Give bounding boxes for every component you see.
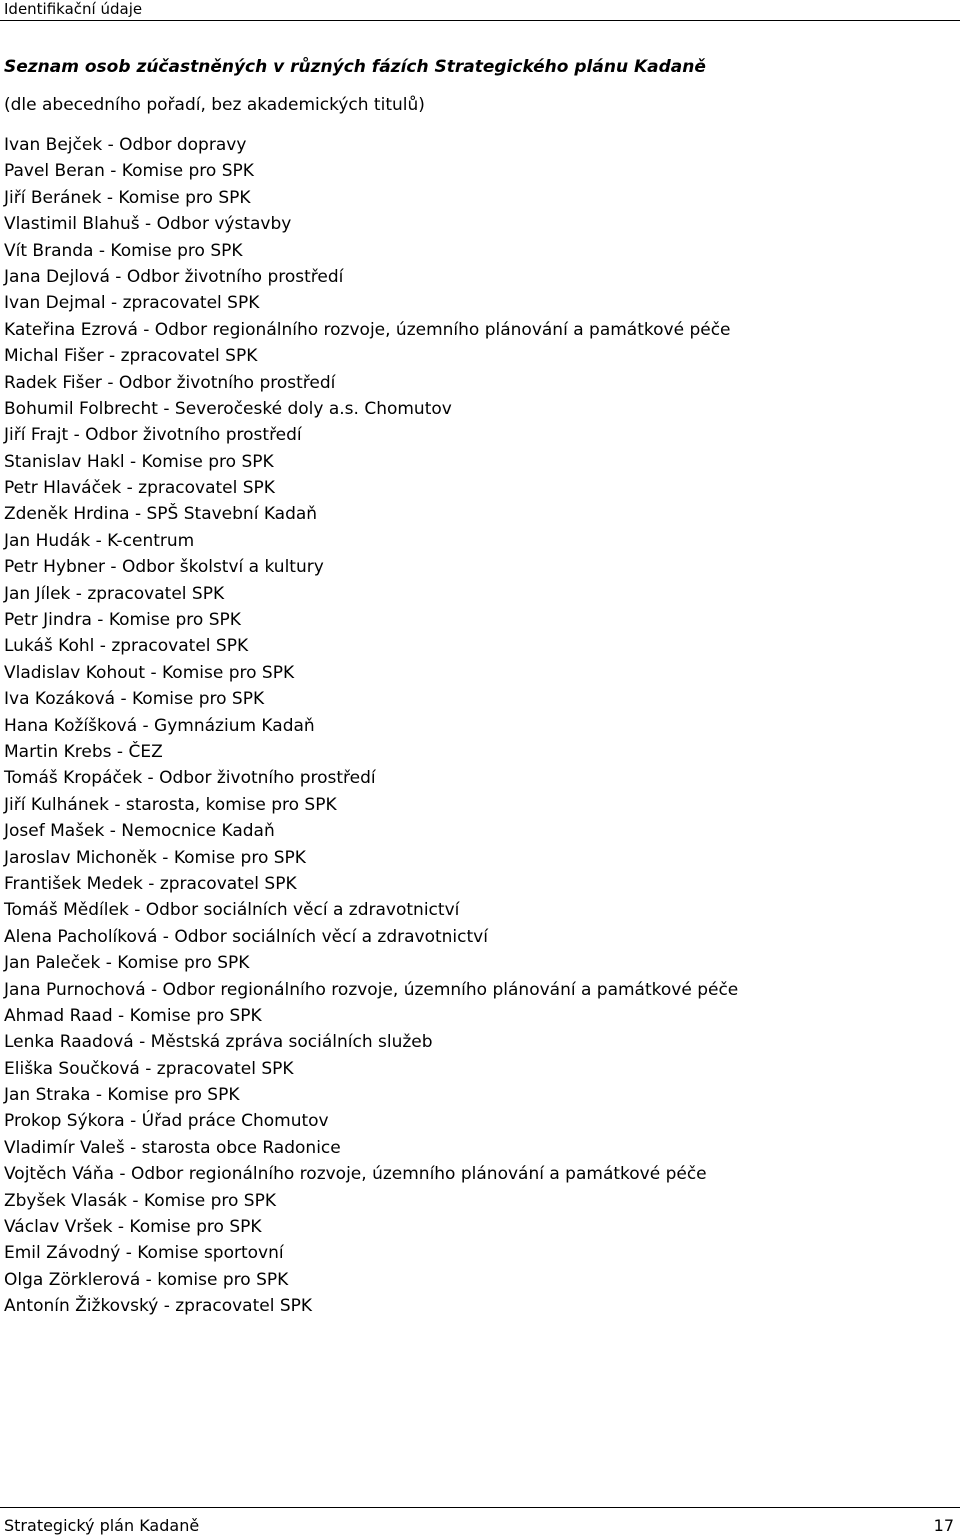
list-item: Hana Kožíšková - Gymnázium Kadaň — [4, 715, 315, 736]
list-item: Vladimír Valeš - starosta obce Radonice — [4, 1137, 341, 1158]
list-item: Petr Hlaváček - zpracovatel SPK — [4, 478, 275, 499]
list-item: Jan Jílek - zpracovatel SPK — [4, 583, 225, 604]
list-item: Jiří Kulhánek - starosta, komise pro SPK — [4, 794, 337, 815]
list-item: Josef Mašek - Nemocnice Kadaň — [4, 821, 275, 842]
list-item: Prokop Sýkora - Úřad práce Chomutov — [4, 1111, 329, 1132]
list-item: Radek Fišer - Odbor životního prostředí — [4, 372, 336, 393]
list-item: Lukáš Kohl - zpracovatel SPK — [4, 636, 249, 657]
list-item: Tomáš Mědílek - Odbor sociálních věcí a zdravotnictví — [4, 900, 460, 921]
list-item: Vojtěch Váňa - Odbor regionálního rozvoje, územního plánování a památkové péče — [4, 1164, 707, 1185]
footer-page-number: 17 — [933, 1516, 954, 1535]
header-section-title: Identifikační údaje — [4, 0, 143, 18]
list-item: Iva Kozáková - Komise pro SPK — [4, 689, 265, 710]
list-item: Olga Zörklerová - komise pro SPK — [4, 1269, 289, 1290]
list-item: Václav Vršek - Komise pro SPK — [4, 1217, 262, 1238]
document-subtitle: (dle abecedního pořadí, bez akademických titulů) — [4, 95, 425, 115]
list-item: Eliška Součková - zpracovatel SPK — [4, 1058, 294, 1079]
list-item: Petr Jindra - Komise pro SPK — [4, 610, 241, 631]
list-item: Vlastimil Blahuš - Odbor výstavby — [4, 214, 292, 235]
participant-list — [4, 132, 738, 1320]
list-item: Jan Straka - Komise pro SPK — [4, 1085, 240, 1106]
list-item: Michal Fišer - zpracovatel SPK — [4, 346, 258, 367]
list-item: Vladislav Kohout - Komise pro SPK — [4, 662, 295, 683]
list-item: Alena Pacholíková - Odbor sociálních věcí a zdravotnictví — [4, 926, 488, 947]
document-title: Seznam osob zúčastněných v různých fázích Strategického plánu Kadaně — [4, 57, 706, 77]
list-item: Pavel Beran - Komise pro SPK — [4, 161, 254, 182]
list-item: Zdeněk Hrdina - SPŠ Stavební Kadaň — [4, 504, 318, 525]
list-item: Jana Dejlová - Odbor životního prostředí — [4, 266, 344, 287]
list-item: Emil Závodný - Komise sportovní — [4, 1243, 284, 1264]
list-item: Lenka Raadová - Městská zpráva sociálních služeb — [4, 1032, 433, 1053]
list-item: Jaroslav Michoněk - Komise pro SPK — [4, 847, 306, 868]
list-item: Ivan Dejmal - zpracovatel SPK — [4, 293, 260, 314]
list-item: Ahmad Raad - Komise pro SPK — [4, 1005, 262, 1026]
list-item: Bohumil Folbrecht - Severočeské doly a.s. Chomutov — [4, 398, 452, 419]
list-item: Jiří Beránek - Komise pro SPK — [4, 187, 251, 208]
list-item: Vít Branda - Komise pro SPK — [4, 240, 243, 261]
list-item: Ivan Bejček - Odbor dopravy — [4, 135, 247, 155]
header-divider — [0, 20, 960, 21]
list-item: Petr Hybner - Odbor školství a kultury — [4, 557, 324, 578]
footer-divider — [0, 1507, 960, 1508]
list-item: Kateřina Ezrová - Odbor regionálního rozvoje, územního plánování a památkové péče — [4, 319, 731, 340]
list-item: Martin Krebs - ČEZ — [4, 741, 163, 762]
footer-document-name: Strategický plán Kadaně — [4, 1516, 200, 1535]
list-item: Tomáš Kropáček - Odbor životního prostředí — [4, 768, 376, 789]
list-item: Jan Paleček - Komise pro SPK — [4, 953, 250, 974]
list-item: Jiří Frajt - Odbor životního prostředí — [4, 425, 302, 446]
list-item: Jana Purnochová - Odbor regionálního rozvoje, územního plánování a památkové péče — [4, 979, 739, 1000]
list-item: František Medek - zpracovatel SPK — [4, 873, 297, 894]
list-item: Jan Hudák - K-centrum — [4, 530, 195, 551]
list-item: Antonín Žižkovský - zpracovatel SPK — [4, 1296, 313, 1317]
list-item: Stanislav Hakl - Komise pro SPK — [4, 451, 274, 472]
list-item: Zbyšek Vlasák - Komise pro SPK — [4, 1190, 276, 1211]
